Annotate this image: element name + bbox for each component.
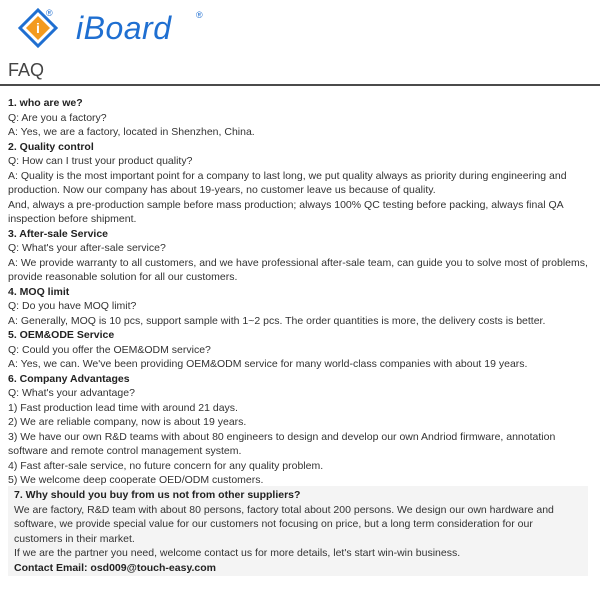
faq-line: A: Yes, we can. We've been providing OEM&ODM service for many world-class companies with about 19 years. <box>8 358 528 370</box>
faq-line: 5) We welcome deep cooperate OED/ODM customers. <box>8 474 264 486</box>
section-heading: 4. MOQ limit <box>8 285 70 298</box>
section-7-line: If we are the partner you need, welcome contact us for more details, let's start win-win business. <box>14 547 461 559</box>
contact-email: Contact Email: osd009@touch-easy.com <box>14 561 217 574</box>
faq-line: Q: Do you have MOQ limit? <box>8 300 137 312</box>
faq-line: Q: What's your advantage? <box>8 387 135 399</box>
faq-section <box>8 372 596 488</box>
brand-name: iBoard <box>76 10 172 46</box>
section-7-line: We are factory, R&D team with about 80 persons, factory total about 200 persons. We design our own hardware and software, we provide special value for our customers not focusing on price, but a long term consideration for our customers in their market. <box>14 503 554 545</box>
faq-section <box>8 96 596 140</box>
faq-line: A: Quality is the most important point for a company to last long, we put quality always as priority during engineering and production. Now our company has about 19-years, no customer leave us because of quality. <box>8 169 567 196</box>
section-heading: 5. OEM&ODE Service <box>8 329 115 341</box>
registered-mark-2: ® <box>196 10 203 20</box>
faq-line: 3) We have our own R&D teams with about 80 engineers to design and develop our own Andriod firmware, annotation software and remote control management system. <box>8 430 556 457</box>
page-title: FAQ <box>8 60 45 80</box>
faq-section <box>8 140 596 227</box>
faq-line: And, always a pre-production sample before mass production; always 100% QC testing before packing, always final QA inspection before shipment. <box>8 198 564 225</box>
faq-line: A: We provide warranty to all customers, and we have professional after-sale team, can guide you to solve most of problems, provide reasonable solution for all our customers. <box>8 256 588 283</box>
faq-line: A: Generally, MOQ is 10 pcs, support sample with 1~2 pcs. The order quantities is more, the delivery costs is better. <box>8 314 546 327</box>
faq-content <box>8 96 596 488</box>
title-divider <box>0 84 600 86</box>
faq-line: Q: Are you a factory? <box>8 111 107 124</box>
header <box>0 0 600 56</box>
faq-line: 1) Fast production lead time with around 21 days. <box>8 401 238 414</box>
section-heading: 6. Company Advantages <box>8 372 130 385</box>
faq-line: 2) We are reliable company, now is about 19 years. <box>8 416 247 428</box>
section-heading: 2. Quality control <box>8 140 94 153</box>
section-7-box <box>8 486 588 576</box>
brand-logo[interactable] <box>16 6 216 50</box>
faq-section <box>8 328 596 372</box>
faq-line: Q: How can I trust your product quality? <box>8 155 193 167</box>
section-7-heading: 7. Why should you buy from us not from other suppliers? <box>14 489 301 501</box>
faq-line: A: Yes, we are a factory, located in Shenzhen, China. <box>8 126 255 138</box>
faq-line: 4) Fast after-sale service, no future concern for any quality problem. <box>8 459 324 472</box>
faq-line: Q: What's your after-sale service? <box>8 242 166 254</box>
faq-section <box>8 285 596 329</box>
iboard-logo-icon <box>16 6 68 50</box>
faq-section <box>8 227 596 285</box>
logo-mark-text: i <box>36 20 40 36</box>
section-heading: 3. After-sale Service <box>8 227 109 240</box>
registered-mark: ® <box>46 8 53 18</box>
faq-line: Q: Could you offer the OEM&ODM service? <box>8 343 211 356</box>
section-heading: 1. who are we? <box>8 97 83 109</box>
